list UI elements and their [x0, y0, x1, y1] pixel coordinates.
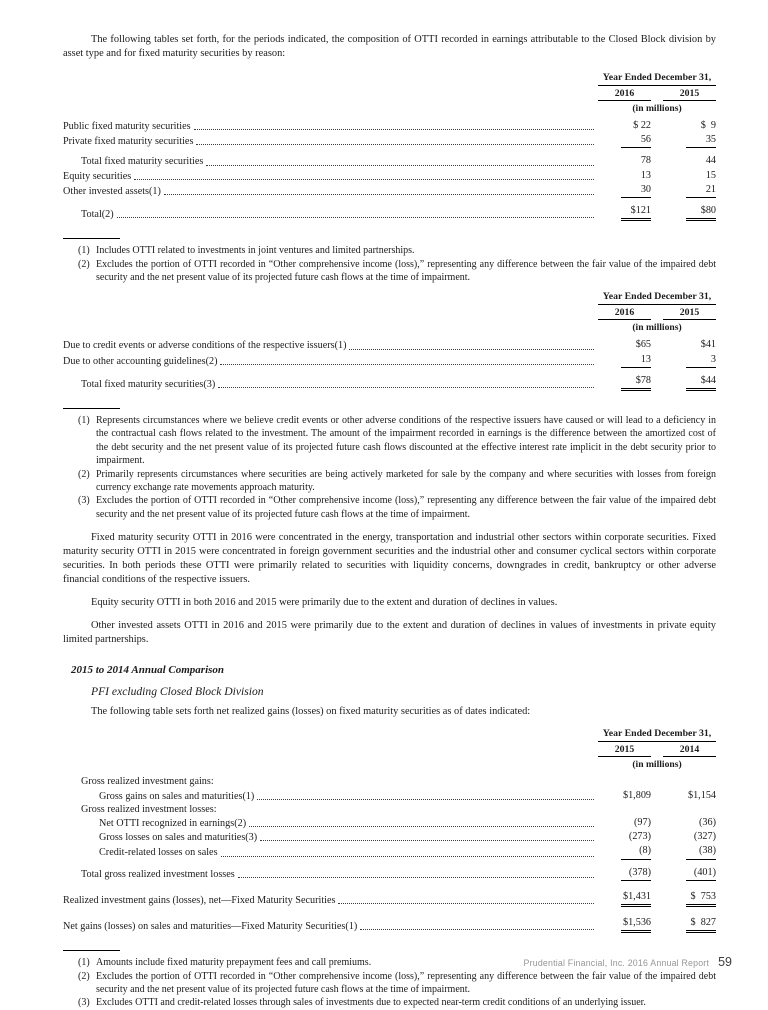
- units-label: (in millions): [632, 322, 682, 334]
- page-number: 59: [718, 955, 732, 969]
- dot-leader: [220, 364, 594, 365]
- row-label: Private fixed maturity securities: [63, 136, 194, 148]
- body-paragraph: The following table sets forth net realized gains (losses) on fixed maturity securities as of dates indicated:: [91, 706, 531, 718]
- table-row: [63, 169, 716, 183]
- footnote-text: Excludes OTTI and credit-related losses through sales of investments due to expected near-term credit conditions of an underlying issuer.: [96, 997, 646, 1009]
- dot-leader: [134, 179, 594, 180]
- row-label: Realized investment gains (losses), net—Fixed Maturity Securities: [63, 894, 336, 906]
- page-footer: [524, 955, 732, 969]
- value-2015: (378): [621, 866, 651, 881]
- row-label: Gross realized investment gains:: [81, 776, 214, 788]
- value-2015: $41: [700, 339, 716, 351]
- dot-leader: [249, 826, 594, 827]
- footnote: [63, 468, 716, 495]
- dot-leader: [238, 877, 594, 878]
- otti-by-reason-table: [63, 291, 716, 391]
- row-label: Total fixed maturity securities: [81, 156, 204, 168]
- table-row: [63, 789, 716, 803]
- body-paragraph: Other invested assets OTTI in 2016 and 2015 were primarily due to the extent and duration of declines in values of investments in private equity limited partnerships.: [63, 620, 716, 646]
- value-2015: (8): [621, 844, 651, 859]
- row-label: Gross losses on sales and maturities(3): [99, 832, 258, 844]
- year-column-2015: 2015: [598, 744, 651, 757]
- row-label: Total gross realized investment losses: [81, 868, 235, 880]
- value-2014: $ 753: [686, 890, 716, 907]
- table-row: [63, 830, 716, 844]
- subsection-heading: PFI excluding Closed Block Division: [91, 685, 264, 699]
- dot-leader: [117, 217, 594, 218]
- value-2015: $ 9: [700, 120, 716, 131]
- value-2015: 35: [686, 133, 716, 148]
- row-label: Public fixed maturity securities: [63, 121, 191, 132]
- units-label: (in millions): [632, 103, 682, 114]
- table-row: [63, 916, 716, 933]
- footnote-marker: (1): [78, 245, 90, 257]
- table-row: [63, 374, 716, 391]
- table-header: [598, 72, 716, 117]
- period-header: Year Ended December 31,: [598, 291, 716, 305]
- footnote-text: Primarily represents circumstances where securities are being actively marketed for sale by the company and where securities with losses from foreign currency exchange rate movements approach maturity.: [96, 468, 716, 494]
- footnote-divider: [63, 950, 120, 951]
- footnote-text: Includes OTTI related to investments in joint ventures and limited partnerships.: [96, 245, 415, 257]
- row-label: Due to other accounting guidelines(2): [63, 355, 218, 367]
- table-row: [63, 353, 716, 368]
- value-2015: (273): [628, 831, 651, 843]
- footnote-text: Amounts include fixed maturity prepayment fees and call premiums.: [96, 957, 372, 969]
- row-label: Credit-related losses on sales: [99, 847, 218, 859]
- row-label: Gross gains on sales and maturities(1): [99, 790, 255, 802]
- table-row: [63, 866, 716, 881]
- footnote-marker: (2): [78, 468, 90, 480]
- footnote-list: [63, 244, 716, 284]
- dot-leader: [260, 840, 594, 841]
- value-2015: $1,809: [622, 789, 651, 801]
- footnote: [63, 244, 716, 257]
- dot-leader: [194, 129, 594, 130]
- year-column-2014: 2014: [663, 744, 716, 757]
- row-label: Total(2): [81, 209, 114, 221]
- value-2015: 44: [705, 155, 716, 167]
- value-2014: (36): [699, 816, 716, 828]
- row-label: Other invested assets(1): [63, 185, 161, 197]
- year-column-2015: 2015: [663, 307, 716, 320]
- table-row: [63, 204, 716, 221]
- footnote: [63, 996, 716, 1009]
- dot-leader: [257, 799, 594, 800]
- value-2015: $1,431: [621, 890, 651, 907]
- dot-leader: [164, 194, 594, 195]
- value-2016: 13: [621, 353, 651, 368]
- footnote-text: Excludes the portion of OTTI recorded in “Other comprehensive income (loss),” representing any difference between the fair value of the impaired debt security and the net present value of its projected future cash flows at the time of impairment.: [96, 495, 716, 520]
- table-header: [598, 291, 716, 336]
- footnote-text: Excludes the portion of OTTI recorded in “Other comprehensive income (loss),” representing any difference between the fair value of the impaired debt security and the net present value of its projected future cash flows at the time of impairment.: [96, 970, 716, 995]
- row-label: Net gains (losses) on sales and maturities—Fixed Maturity Securities(1): [63, 920, 358, 932]
- otti-by-asset-type-table: [63, 72, 716, 221]
- dot-leader: [218, 387, 594, 388]
- table-row: [63, 154, 716, 168]
- section-heading: 2015 to 2014 Annual Comparison: [71, 664, 225, 677]
- intro-paragraph: The following tables set forth, for the periods indicated, the composition of OTTI recorded in earnings attributable to the Closed Block division by asset type and for fixed maturity securities by reason:: [63, 34, 716, 59]
- value-2016: $ 22: [633, 120, 651, 131]
- units-label: (in millions): [632, 759, 682, 771]
- body-paragraph: Fixed maturity security OTTI in 2016 were concentrated in the energy, transportation and industrial other sectors within corporate securities. Fixed maturity security OTTI in 2015 were concentrated in foreign government securities and the industrial other and consumer cyclical sectors within corporate securities. In both periods these OTTI were primarily related to securities with liquidity concerns, downgrades in credit, bankruptcy or other adverse financial conditions of the respective issuers.: [63, 532, 716, 586]
- table-row: [63, 816, 716, 830]
- dot-leader: [221, 856, 594, 857]
- table-row: [63, 183, 716, 198]
- period-header: Year Ended December 31,: [598, 72, 716, 86]
- footnote-marker: (2): [78, 970, 90, 982]
- footnote-text: Excludes the portion of OTTI recorded in “Other comprehensive income (loss),” representing any difference between the fair value of the impaired debt security and the net present value of its projected future cash flows at the time of impairment.: [96, 258, 716, 284]
- dot-leader: [196, 144, 594, 145]
- footnote-marker: (3): [78, 495, 90, 507]
- row-label: Due to credit events or adverse conditions of the respective issuers(1): [63, 340, 347, 352]
- footnote: [63, 494, 716, 521]
- net-realized-gains-table: [63, 728, 716, 933]
- footnote-list: [63, 414, 716, 521]
- value-2015: 15: [705, 169, 716, 181]
- value-2014: $1,154: [687, 789, 716, 801]
- footnote-marker: (3): [78, 997, 90, 1009]
- value-2016: 56: [621, 133, 651, 148]
- dot-leader: [338, 903, 594, 904]
- row-label: Total fixed maturity securities(3): [81, 378, 216, 390]
- footnote-marker: (1): [78, 957, 90, 969]
- table-header: [598, 728, 716, 773]
- year-column-2015: 2015: [663, 88, 716, 101]
- value-2015: 21: [686, 183, 716, 198]
- value-2016: 78: [640, 155, 651, 167]
- footnote-marker: (1): [78, 415, 90, 427]
- row-label: Equity securities: [63, 170, 132, 182]
- value-2015: $80: [686, 204, 716, 221]
- row-label: Net OTTI recognized in earnings(2): [99, 817, 247, 829]
- body-paragraph: Equity security OTTI in both 2016 and 2015 were primarily due to the extent and duration of declines in values.: [91, 597, 558, 609]
- value-2016: 13: [640, 169, 651, 181]
- table-row: [63, 890, 716, 907]
- value-2016: 30: [621, 183, 651, 198]
- value-2016: $121: [621, 204, 651, 221]
- report-title: Prudential Financial, Inc. 2016 Annual Report: [523, 958, 710, 968]
- row-label: Gross realized investment losses:: [81, 803, 217, 815]
- dot-leader: [349, 349, 594, 350]
- footnote: [63, 414, 716, 468]
- value-2015: $1,536: [621, 916, 651, 933]
- value-2015: (97): [634, 816, 651, 828]
- value-2016: $65: [635, 339, 651, 351]
- value-2016: $78: [621, 374, 651, 391]
- dot-leader: [360, 929, 594, 930]
- footnote-divider: [63, 408, 120, 409]
- table-row: [63, 844, 716, 859]
- value-2014: (401): [686, 866, 716, 881]
- value-2014: (38): [686, 844, 716, 859]
- footnote: [63, 258, 716, 285]
- footnote-text: Represents circumstances where we believe credit events or other adverse conditions of the respective issuers have caused or will lead to a deficiency in the contractual cash flows related to the investment. The amount of the impairment recorded in earnings is the difference between the amortized cost of the debt security and the net present value of its projected future cash flows discounted at the effective interest rate implicit in the debt security prior to impairment.: [96, 415, 716, 467]
- footnote-marker: (2): [78, 258, 90, 270]
- table-row: [63, 338, 716, 352]
- value-2014: $ 827: [686, 916, 716, 933]
- table-row: [63, 119, 716, 133]
- year-column-2016: 2016: [598, 307, 651, 320]
- footnote-divider: [63, 238, 120, 239]
- period-header: Year Ended December 31,: [598, 728, 716, 742]
- table-row: [63, 775, 716, 788]
- table-row: [63, 133, 716, 148]
- value-2014: (327): [693, 831, 716, 843]
- dot-leader: [206, 165, 594, 166]
- footnote: [63, 970, 716, 997]
- table-row: [63, 803, 716, 816]
- value-2015: $44: [686, 374, 716, 391]
- value-2015: 3: [686, 353, 716, 368]
- year-column-2016: 2016: [598, 88, 651, 101]
